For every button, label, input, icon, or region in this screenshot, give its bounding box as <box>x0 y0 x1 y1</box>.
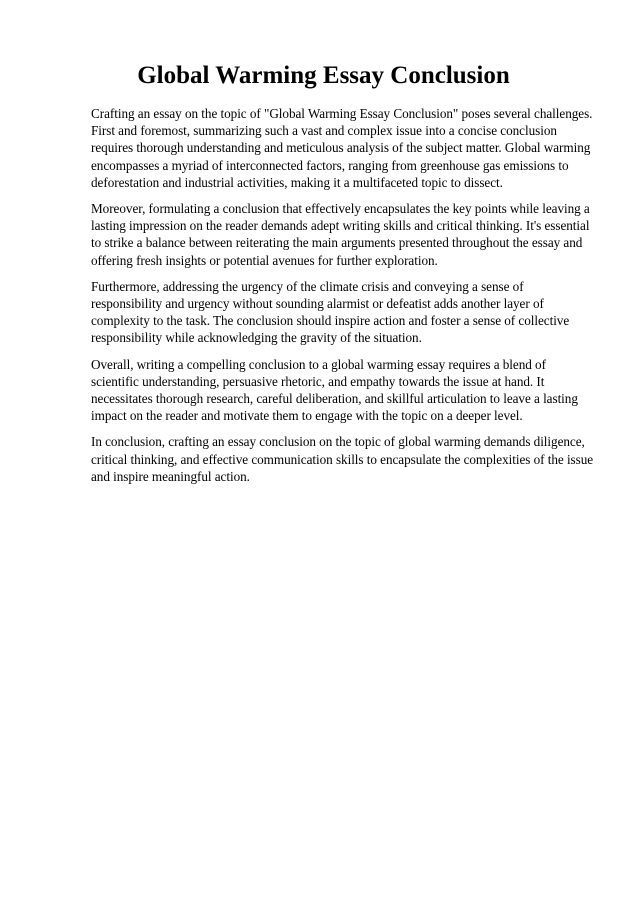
paragraph-1: Crafting an essay on the topic of "Global Warming Essay Conclusion" poses several challenges. First and foremost, summarizing such a vast and complex issue into a concise conclusion requires thorough understanding and meticulous analysis of the subject matter. Global warming encompasses a myriad of interconnected factors, ranging from greenhouse gas emissions to deforestation and industrial activities, making it a multifaceted topic to dissect. <box>91 106 593 190</box>
paragraph-2: Moreover, formulating a conclusion that effectively encapsulates the key points while leaving a lasting impression on the reader demands adept writing skills and critical thinking. It's essential to strike a balance between reiterating the main arguments presented throughout the essay and offering fresh insights or potential avenues for further exploration. <box>91 201 590 268</box>
document-title: Global Warming Essay Conclusion <box>137 62 510 89</box>
paragraph-4: Overall, writing a compelling conclusion to a global warming essay requires a blend of scientific understanding, persuasive rhetoric, and empathy towards the issue at hand. It necessitates thorough research, careful deliberation, and skillful articulation to leave a lasting impact on the reader and motivate them to engage with the topic on a deeper level. <box>91 356 578 424</box>
paragraph-5: In conclusion, crafting an essay conclusion on the topic of global warming demands diligence, critical thinking, and effective communication skills to encapsulate the complexities of the issue and inspire meaningful action. <box>91 434 594 484</box>
paragraph-3: Furthermore, addressing the urgency of the climate crisis and conveying a sense of responsibility and urgency without sounding alarmist or defeatist adds another layer of complexity to the task. The conclusion should inspire action and foster a sense of collective responsibility while acknowledging the gravity of the situation. <box>91 278 570 346</box>
